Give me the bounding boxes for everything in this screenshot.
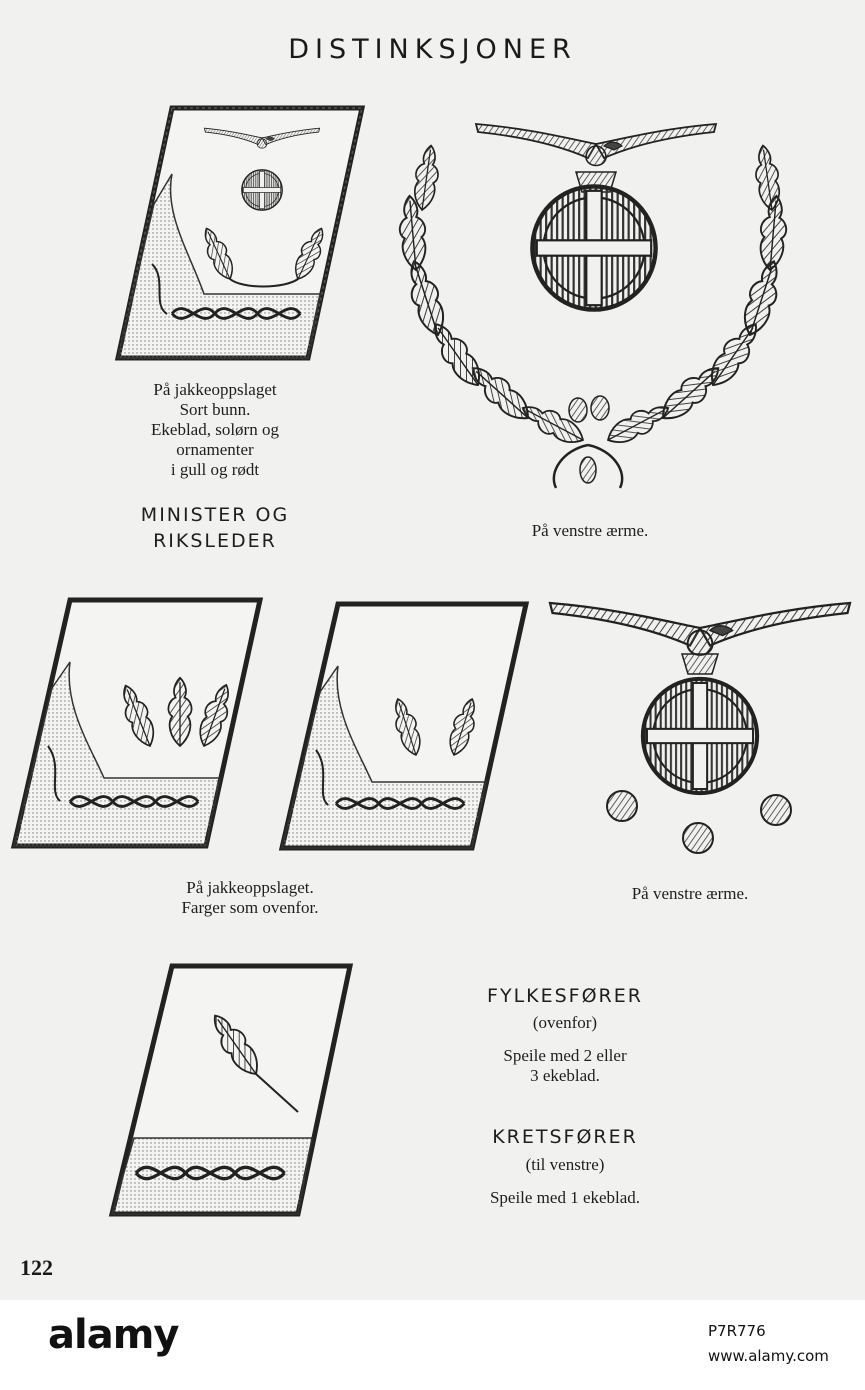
image-id: P7R776 — [708, 1322, 766, 1340]
wreath-caption: På venstre ærme. — [531, 521, 649, 540]
minister-caption-line-3: Ekeblad, solørn og — [151, 420, 279, 439]
minister-collar-patch-illustration — [112, 104, 368, 364]
minister-heading — [95, 502, 335, 554]
kretsforer-heading: KRETSFØRER — [492, 1126, 638, 1148]
fylkesforer-desc-line-1: Speile med 2 eller — [503, 1046, 627, 1065]
three-leaf-collar-patch-illustration — [8, 596, 266, 852]
minister-caption-line-1: På jakkeoppslaget — [153, 380, 277, 399]
wreath-sleeve-badge-illustration — [378, 100, 818, 500]
single-leaf-collar-patch-illustration — [106, 962, 356, 1220]
fylkesforer-desc-line-2: 3 ekeblad. — [530, 1066, 600, 1085]
alamy-logo: alamy — [48, 1312, 179, 1358]
minister-heading-line-2: RIKSLEDER — [153, 530, 277, 552]
minister-caption-line-4: ornamenter — [176, 440, 254, 459]
middle-collar-caption-line-1: På jakkeoppslaget. — [186, 878, 314, 897]
eagle-sleeve-badge-illustration — [550, 598, 860, 863]
minister-caption-line-5: i gull og rødt — [170, 460, 260, 479]
minister-caption — [100, 380, 330, 480]
middle-collar-caption-line-2: Farger som ovenfor. — [181, 898, 319, 917]
page-title: DISTINKSJONER — [288, 34, 577, 65]
site-url: www.alamy.com — [708, 1347, 829, 1365]
kretsforer-description: Speile med 1 ekeblad. — [489, 1188, 641, 1207]
kretsforer-sub: (til venstre) — [525, 1155, 605, 1174]
fylkesforer-description — [430, 1046, 700, 1086]
page-number: 122 — [20, 1255, 53, 1280]
minister-heading-line-1: MINISTER OG — [140, 504, 290, 526]
middle-collar-caption — [100, 878, 400, 918]
eagle-caption: På venstre ærme. — [631, 884, 749, 903]
two-leaf-collar-patch-illustration — [276, 600, 532, 854]
minister-caption-line-2: Sort bunn. — [179, 400, 251, 419]
fylkesforer-heading: FYLKESFØRER — [487, 985, 643, 1007]
fylkesforer-sub: (ovenfor) — [532, 1013, 598, 1032]
